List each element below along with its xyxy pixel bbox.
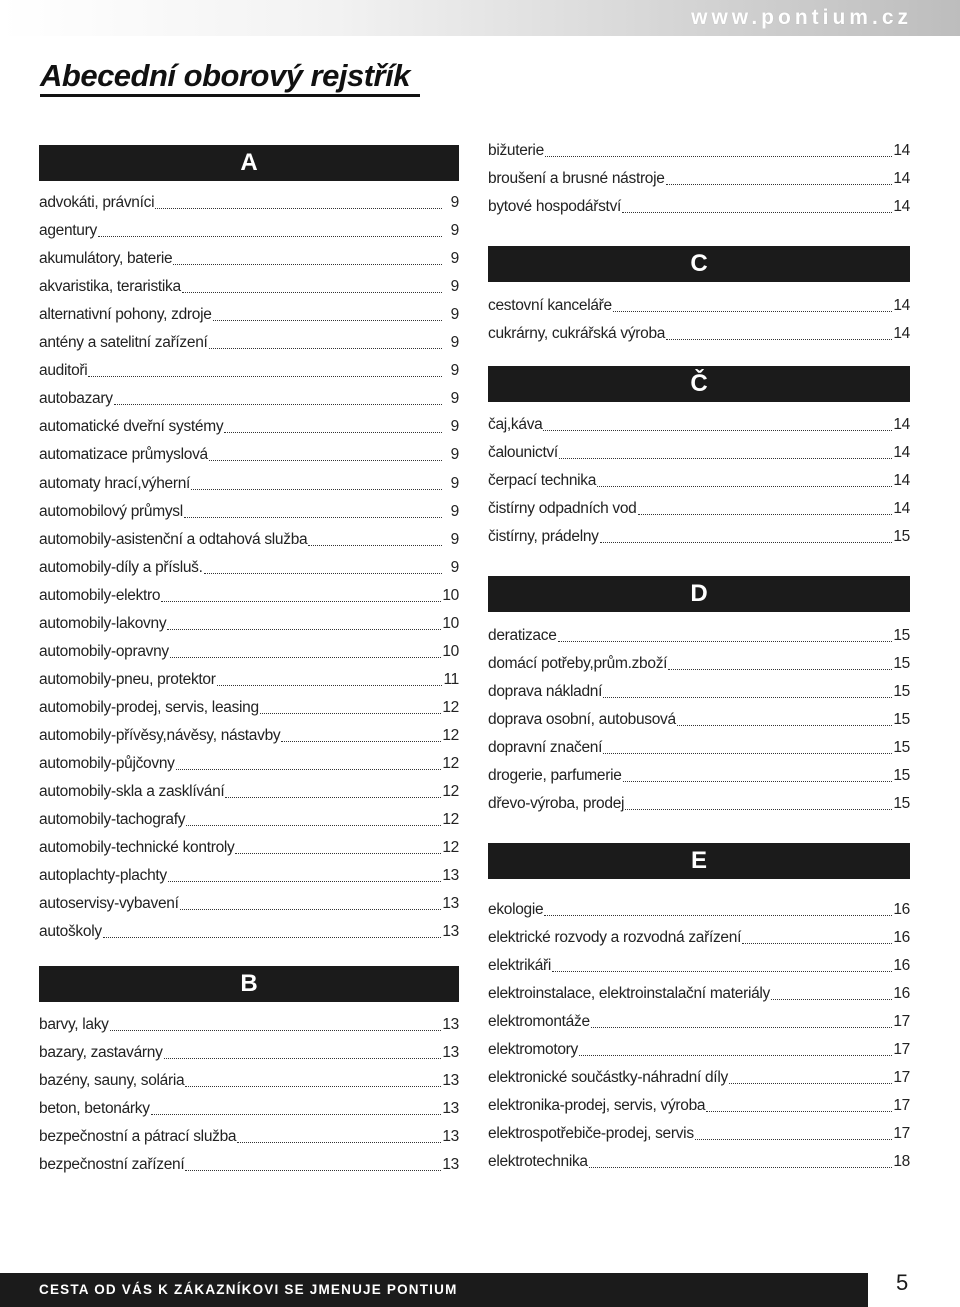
dot-leader	[623, 780, 893, 782]
entry-page-number: 13	[442, 923, 459, 940]
index-entry	[488, 765, 910, 787]
index-entry	[488, 681, 910, 703]
letter-header-B: B	[39, 966, 459, 1002]
entry-page-number: 9	[450, 278, 459, 295]
entry-page-number: 9	[450, 503, 459, 520]
dot-leader	[552, 970, 892, 972]
entry-label: elektromotory	[488, 1041, 578, 1058]
entry-page-number: 13	[442, 1072, 459, 1089]
entry-label: elektronické součástky-náhradní díly	[488, 1069, 728, 1086]
index-entry	[488, 140, 910, 162]
index-entry	[39, 473, 459, 495]
index-entry	[39, 865, 459, 887]
dot-leader	[235, 852, 441, 854]
entry-label: cestovní kanceláře	[488, 297, 612, 314]
top-banner	[0, 0, 960, 36]
index-entry	[488, 1151, 910, 1173]
dot-leader	[771, 998, 892, 1000]
entry-page-number: 13	[442, 1016, 459, 1033]
dot-leader	[155, 207, 442, 209]
letter-header-A: A	[39, 145, 459, 181]
entry-page-number: 16	[893, 901, 910, 918]
dot-leader	[597, 485, 892, 487]
entry-page-number: 11	[443, 671, 459, 688]
dot-leader	[167, 628, 441, 630]
entry-label: elektronika-prodej, servis, výroba	[488, 1097, 706, 1114]
entry-label: broušení a brusné nástroje	[488, 170, 665, 187]
index-entry	[39, 669, 459, 691]
index-entry	[39, 613, 459, 635]
index-entry	[488, 709, 910, 731]
dot-leader	[168, 880, 441, 882]
index-entry	[39, 248, 459, 270]
entry-label: bižuterie	[488, 142, 544, 159]
index-entry	[39, 501, 459, 523]
entry-label: elektroinstalace, elektroinstalační materiály	[488, 985, 770, 1002]
entry-page-number: 9	[450, 446, 459, 463]
entry-page-number: 15	[893, 711, 910, 728]
entry-label: antény a satelitní zařízení	[39, 334, 208, 351]
entry-label: automobily-skla a zasklívání	[39, 783, 225, 800]
entry-label: automobily-prodej, servis, leasing	[39, 699, 259, 716]
entry-page-number: 12	[442, 755, 459, 772]
dot-leader	[164, 1057, 442, 1059]
entry-label: elektrospotřebiče-prodej, servis	[488, 1125, 694, 1142]
entry-page-number: 10	[442, 587, 459, 604]
dot-leader	[603, 752, 892, 754]
dot-leader	[677, 724, 893, 726]
entry-page-number: 14	[893, 198, 910, 215]
entry-page-number: 9	[450, 194, 459, 211]
dot-leader	[186, 824, 441, 826]
index-entry	[488, 470, 910, 492]
entry-label: doprava osobní, autobusová	[488, 711, 676, 728]
index-entry	[488, 983, 910, 1005]
entry-label: čerpací technika	[488, 472, 597, 489]
entry-page-number: 9	[450, 531, 459, 548]
dot-leader	[170, 656, 441, 658]
entry-page-number: 9	[450, 306, 459, 323]
index-entry	[488, 196, 910, 218]
dot-leader	[545, 155, 892, 157]
entry-page-number: 14	[893, 500, 910, 517]
dot-leader	[544, 914, 892, 916]
index-entry	[39, 220, 459, 242]
entry-label: bezpečnostní zařízení	[39, 1156, 185, 1173]
dot-leader	[103, 936, 442, 938]
dot-leader	[591, 1026, 893, 1028]
entry-label: bezpečnostní a pátrací služba	[39, 1128, 237, 1145]
entry-page-number: 13	[442, 1044, 459, 1061]
entry-page-number: 9	[450, 559, 459, 576]
dot-leader	[180, 908, 442, 910]
dot-leader	[603, 696, 892, 698]
entry-label: automobily-asistenční a odtahová služba	[39, 531, 308, 548]
dot-leader	[559, 457, 892, 459]
dot-leader	[729, 1082, 892, 1084]
index-entry	[39, 585, 459, 607]
index-entry	[39, 1154, 459, 1176]
dot-leader	[151, 1113, 442, 1115]
entry-page-number: 12	[442, 811, 459, 828]
page-number: 5	[896, 1270, 909, 1295]
entry-label: bazény, sauny, solária	[39, 1072, 185, 1089]
index-entry	[39, 1126, 459, 1148]
entry-page-number: 13	[442, 1156, 459, 1173]
index-entry	[39, 1098, 459, 1120]
index-entry	[39, 921, 459, 943]
dot-leader	[600, 541, 893, 543]
dot-leader	[558, 640, 893, 642]
entry-label: automobily-půjčovny	[39, 755, 175, 772]
entry-label: automatické dveřní systémy	[39, 418, 224, 435]
entry-label: automobily-pneu, protektor	[39, 671, 216, 688]
index-entry	[488, 955, 910, 977]
index-entry	[39, 1042, 459, 1064]
dot-leader	[191, 488, 442, 490]
index-entry	[39, 725, 459, 747]
entry-page-number: 15	[893, 655, 910, 672]
entry-label: akumulátory, baterie	[39, 250, 173, 267]
dot-leader	[579, 1054, 892, 1056]
footer-slogan: CESTA OD VÁS K ZÁKAZNÍKOVI SE JMENUJE PONTIUM	[39, 1282, 458, 1297]
index-entry	[488, 1039, 910, 1061]
entry-label: dopravní značení	[488, 739, 603, 756]
entry-label: dřevo-výroba, prodej	[488, 795, 625, 812]
entry-label: elektrikáři	[488, 957, 552, 974]
dot-leader	[110, 1029, 442, 1031]
dot-leader	[625, 808, 892, 810]
entry-page-number: 14	[893, 472, 910, 489]
entry-label: čistírny, prádelny	[488, 528, 599, 545]
entry-page-number: 13	[442, 1100, 459, 1117]
dot-leader	[638, 513, 893, 515]
entry-page-number: 14	[893, 325, 910, 342]
index-entry	[488, 323, 910, 345]
footer-bar	[0, 1273, 868, 1307]
entry-label: automobily-lakovny	[39, 615, 167, 632]
dot-leader	[695, 1138, 893, 1140]
dot-leader	[666, 338, 892, 340]
index-entry	[39, 753, 459, 775]
entry-page-number: 9	[450, 250, 459, 267]
entry-page-number: 17	[893, 1041, 910, 1058]
dot-leader	[589, 1166, 893, 1168]
entry-page-number: 9	[450, 222, 459, 239]
index-entry	[39, 641, 459, 663]
dot-leader	[204, 572, 442, 574]
entry-label: advokáti, právníci	[39, 194, 155, 211]
entry-label: automaty hrací,výherní	[39, 475, 191, 492]
entry-label: barvy, laky	[39, 1016, 109, 1033]
entry-label: ekologie	[488, 901, 544, 918]
entry-page-number: 15	[893, 683, 910, 700]
entry-label: automobily-technické kontroly	[39, 839, 235, 856]
entry-page-number: 17	[893, 1125, 910, 1142]
entry-page-number: 17	[893, 1097, 910, 1114]
index-entry	[39, 444, 459, 466]
entry-page-number: 13	[442, 867, 459, 884]
index-entry	[39, 837, 459, 859]
entry-page-number: 13	[442, 1128, 459, 1145]
entry-label: elektromontáže	[488, 1013, 590, 1030]
entry-label: domácí potřeby,prům.zboží	[488, 655, 668, 672]
entry-page-number: 16	[893, 985, 910, 1002]
index-entry	[39, 416, 459, 438]
entry-label: auditoři	[39, 362, 88, 379]
entry-page-number: 12	[442, 727, 459, 744]
entry-label: čaj,káva	[488, 416, 543, 433]
entry-page-number: 9	[450, 334, 459, 351]
entry-page-number: 15	[893, 528, 910, 545]
entry-page-number: 9	[450, 390, 459, 407]
entry-label: autoškoly	[39, 923, 102, 940]
index-entry	[488, 414, 910, 436]
entry-label: elektrické rozvody a rozvodná zařízení	[488, 929, 742, 946]
entry-page-number: 14	[893, 444, 910, 461]
entry-label: doprava nákladní	[488, 683, 603, 700]
entry-label: čistírny odpadních vod	[488, 500, 637, 517]
index-entry	[39, 388, 459, 410]
entry-page-number: 10	[442, 615, 459, 632]
dot-leader	[185, 1169, 441, 1171]
entry-page-number: 15	[893, 767, 910, 784]
dot-leader	[543, 429, 892, 431]
dot-leader	[161, 600, 441, 602]
index-entry	[39, 360, 459, 382]
entry-label: automatizace průmyslová	[39, 446, 208, 463]
entry-label: autobazary	[39, 390, 113, 407]
entry-page-number: 14	[893, 142, 910, 159]
index-entry	[488, 653, 910, 675]
entry-label: bytové hospodářství	[488, 198, 622, 215]
dot-leader	[308, 544, 442, 546]
index-entry	[488, 1123, 910, 1145]
index-entry	[488, 625, 910, 647]
site-url: www.pontium.cz	[691, 6, 912, 29]
index-entry	[488, 442, 910, 464]
entry-page-number: 12	[442, 699, 459, 716]
entry-page-number: 9	[450, 362, 459, 379]
letter-header-D: D	[488, 576, 910, 612]
entry-label: beton, betonárky	[39, 1100, 150, 1117]
dot-leader	[217, 684, 442, 686]
index-entry	[39, 276, 459, 298]
dot-leader	[88, 375, 442, 377]
dot-leader	[173, 263, 442, 265]
entry-label: automobily-tachografy	[39, 811, 186, 828]
index-entry	[488, 168, 910, 190]
page-title: Abecední oborový rejstřík	[40, 58, 420, 97]
entry-label: alternativní pohony, zdroje	[39, 306, 212, 323]
index-entry	[39, 304, 459, 326]
index-entry	[488, 737, 910, 759]
index-entry	[39, 1014, 459, 1036]
dot-leader	[185, 1085, 441, 1087]
index-entry	[488, 498, 910, 520]
entry-label: automobily-díly a přísluš.	[39, 559, 203, 576]
dot-leader	[742, 942, 892, 944]
entry-label: bazary, zastavárny	[39, 1044, 163, 1061]
entry-label: automobily-přívěsy,návěsy, nástavby	[39, 727, 281, 744]
entry-page-number: 16	[893, 929, 910, 946]
dot-leader	[668, 668, 892, 670]
entry-label: akvaristika, teraristika	[39, 278, 181, 295]
index-entry	[39, 192, 459, 214]
dot-leader	[225, 796, 441, 798]
dot-leader	[176, 768, 442, 770]
entry-page-number: 14	[893, 416, 910, 433]
entry-label: drogerie, parfumerie	[488, 767, 622, 784]
index-entry	[488, 793, 910, 815]
index-entry	[39, 332, 459, 354]
entry-page-number: 14	[893, 297, 910, 314]
entry-page-number: 18	[893, 1153, 910, 1170]
entry-page-number: 15	[893, 739, 910, 756]
entry-label: elektrotechnika	[488, 1153, 588, 1170]
dot-leader	[224, 431, 442, 433]
letter-header-E: E	[488, 843, 910, 879]
index-entry	[488, 1011, 910, 1033]
entry-page-number: 17	[893, 1013, 910, 1030]
entry-page-number: 12	[442, 839, 459, 856]
index-entry	[488, 927, 910, 949]
dot-leader	[666, 183, 893, 185]
entry-page-number: 9	[450, 475, 459, 492]
entry-page-number: 17	[893, 1069, 910, 1086]
dot-leader	[622, 211, 892, 213]
dot-leader	[706, 1110, 892, 1112]
entry-page-number: 9	[450, 418, 459, 435]
dot-leader	[237, 1141, 441, 1143]
index-entry	[39, 529, 459, 551]
entry-label: agentury	[39, 222, 97, 239]
letter-header-C: C	[488, 246, 910, 282]
entry-page-number: 15	[893, 795, 910, 812]
index-entry	[488, 1067, 910, 1089]
dot-leader	[184, 516, 442, 518]
index-entry	[488, 1095, 910, 1117]
index-entry	[39, 781, 459, 803]
dot-leader	[613, 310, 893, 312]
index-entry	[488, 295, 910, 317]
dot-leader	[260, 712, 442, 714]
entry-page-number: 14	[893, 170, 910, 187]
dot-leader	[209, 347, 442, 349]
dot-leader	[209, 459, 442, 461]
entry-page-number: 13	[442, 895, 459, 912]
letter-header-Č: Č	[488, 366, 910, 402]
entry-label: cukrárny, cukrářská výroba	[488, 325, 666, 342]
entry-label: autoplachty-plachty	[39, 867, 167, 884]
index-entry	[488, 899, 910, 921]
entry-label: automobilový průmysl	[39, 503, 183, 520]
entry-page-number: 10	[442, 643, 459, 660]
dot-leader	[281, 740, 441, 742]
entry-label: deratizace	[488, 627, 557, 644]
index-entry	[39, 893, 459, 915]
index-entry	[39, 809, 459, 831]
index-entry	[39, 1070, 459, 1092]
dot-leader	[98, 235, 442, 237]
dot-leader	[114, 403, 442, 405]
index-entry	[39, 557, 459, 579]
index-entry	[488, 526, 910, 548]
entry-label: automobily-opravny	[39, 643, 169, 660]
entry-page-number: 16	[893, 957, 910, 974]
index-entry	[39, 697, 459, 719]
entry-page-number: 12	[442, 783, 459, 800]
entry-label: autoservisy-vybavení	[39, 895, 179, 912]
entry-label: automobily-elektro	[39, 587, 161, 604]
entry-label: čalounictví	[488, 444, 558, 461]
entry-page-number: 15	[893, 627, 910, 644]
dot-leader	[213, 319, 442, 321]
dot-leader	[182, 291, 442, 293]
